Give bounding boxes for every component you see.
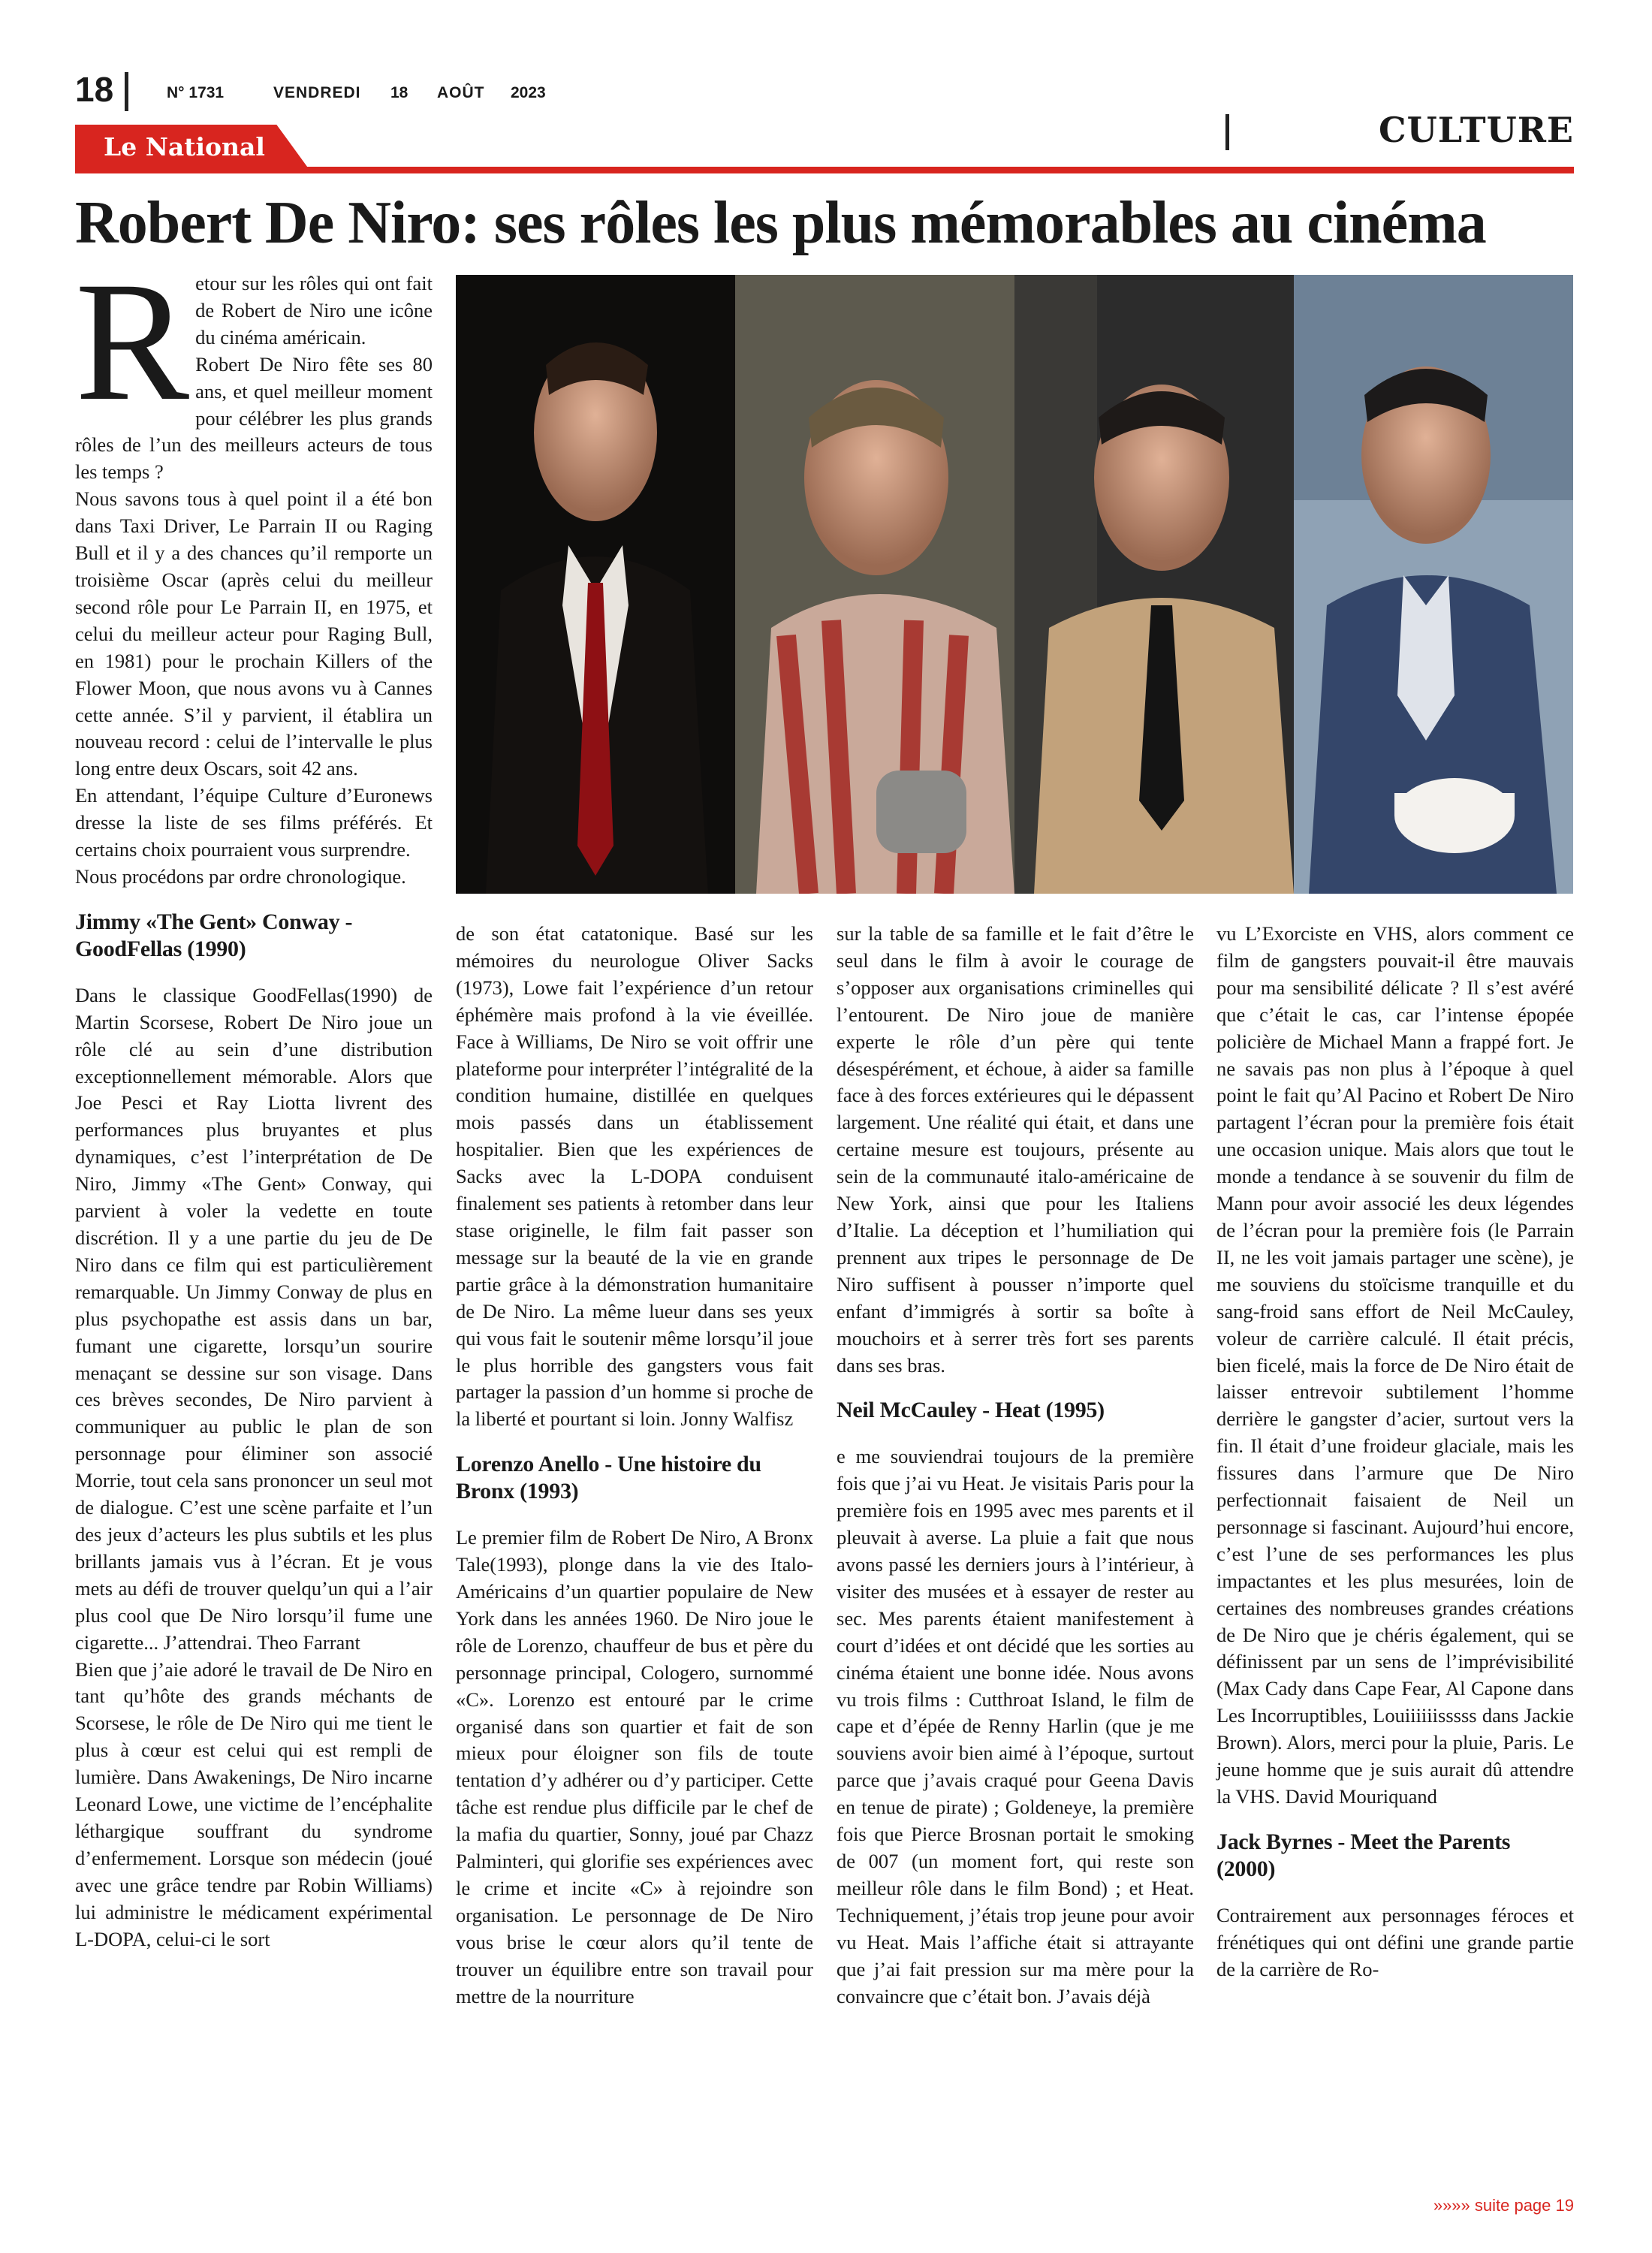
article-column-1	[75, 247, 433, 1953]
paragraph: sur la table de sa famille et le fait d’être le seul dans le film à avoir le courage de s’opposer aux organisations criminelles qui l’entourent. De Niro joue de manière experte le rôle d’un père qui tente désespérément, et échoue, à aider sa famille face à des forces extérieures qui le dépassent largement. Une réalité qui était, et dans une certaine mesure est toujours, présente au sein de la communauté italo-américaine de New York, ainsi que pour les Italiens d’Italie. La déception et l’humiliation qui prennent aux tripes le personnage de De Niro suffisent à pousser n’importe quel enfant d’immigrés à sortir sa boîte à mouchoirs et à serrer très fort ses parents dans ses bras.	[837, 922, 1194, 1377]
issue-year: 2023	[511, 84, 546, 101]
article-column-2	[456, 921, 813, 2010]
issue-day: VENDREDI	[273, 84, 361, 101]
section-divider	[1225, 114, 1229, 150]
paragraph: Nous savons tous à quel point il a été bon dans Taxi Driver, Le Parrain II ou Raging Bull et il y a des chances qu’il remporte un troisième Oscar (après celui du meilleur second rôle pour Le Parrain II, en 1975, et celui du meilleur acteur pour Raging Bull, en 1981) pour le prochain Killers of the Flower Moon, que nous avons vu à Cannes cette année. S’il y parvient, il établira un nouveau record : celui de l’intervalle le plus long entre deux Oscars, soit 42 ans.	[75, 487, 433, 780]
page-number: 18	[75, 70, 114, 109]
paragraph: Nous procédons par ordre chronologique.	[75, 864, 406, 888]
issue-month: AOÛT	[437, 84, 485, 101]
photo-panel-4	[1294, 275, 1573, 894]
article-column-3	[837, 921, 1194, 2010]
paragraph: Contrairement aux personnages féroces et frénétiques qui ont défini une grande partie de la carrière de Ro-	[1216, 1903, 1574, 1980]
paragraph: Le premier film de Robert De Niro, A Bronx Tale(1993), plonge dans la vie des Italo-Américains d’un quartier populaire de New York dans les années 1960. De Niro joue le rôle de Lorenzo, chauffeur de bus et père du personnage principal, Cologero, surnommé «C». Lorenzo est entouré par le crime organisé dans son quartier et fait de son mieux pour éloigner son fils de toute tentation d’y adhérer ou d’y participer. Cette tâche est rendue plus difficile par le chef de la mafia du quartier, Sonny, joué par Chazz Palminteri, qui glorifie ses expériences avec le crime et incite «C» à rejoindre son organisation. Le personnage de De Niro vous brise le cœur alors qu’il tente de trouver un équilibre entre son travail pour mettre de la nourriture	[456, 1526, 813, 2007]
subheading-goodfellas: Jimmy «The Gent» Conway - GoodFellas (1990)	[75, 909, 353, 961]
continued-link[interactable]: »»»» suite page 19	[1433, 2196, 1574, 2215]
drop-cap: R	[75, 247, 190, 436]
photo-montage	[456, 275, 1573, 894]
paragraph: de son état catatonique. Basé sur les mémoires du neurologue Oliver Sacks (1973), Lowe fait l’expérience d’un retour éphémère mais profond à la vie éveillée. Face à Williams, De Niro se voit offrir une plateforme pour interpréter l’intégralité de la condition humaine, distillée en quelques mois passés dans un établissement hospitalier. Bien que les expériences de Sacks avec la L-DOPA conduisent finalement ses patients à retomber dans leur stase originelle, le film fait passer son message sur la beauté de la vie en grande partie grâce à la démonstration humanitaire de De Niro. La même lueur dans ses yeux qui vous fait le soutenir même lorsqu’il joue le plus horrible des gangsters vous fait partager la passion d’un homme si proche de la liberté et pourtant si loin. Jonny Walfisz	[456, 922, 813, 1431]
photo-panel-3	[1014, 275, 1294, 894]
subheading-meet-the-parents: Jack Byrnes - Meet the Parents (2000)	[1216, 1829, 1511, 1881]
brand-name: Le National	[104, 132, 265, 161]
paragraph: Dans le classique GoodFellas(1990) de Martin Scorsese, Robert De Niro joue un rôle clé au sein d’une distribution exceptionnellement mémorable. Alors que Joe Pesci et Ray Liotta livrent des performances plus bruyantes et plus dynamiques, c’est l’interprétation de De Niro, Jimmy «The Gent» Conway, qui parvient à voler la vedette en toute discrétion. Il y a une partie du jeu de De Niro dans ce film qui est particulièrement remarquable. Un Jimmy Conway de plus en plus psychopathe est assis dans un bar, fumant une cigarette, lorsqu’un sourire menaçant se dessine sur son visage. Dans ces brèves secondes, De Niro parvient à communiquer au public le plan de son personnage pour éliminer son associé Morrie, tout cela sans prononcer un seul mot de dialogue. C’est une scène parfaite et l’un des jeux d’acteurs les plus subtils et les plus brillants jamais vus à l’écran. Et je vous mets au défi de trouver quelqu’un qui a l’air plus cool que De Niro lorsqu’il fume une cigarette... J’attendrai. Theo Farrant	[75, 983, 433, 1654]
article-column-4	[1216, 921, 1574, 1983]
paragraph: vu L’Exorciste en VHS, alors comment ce film de gangsters pouvait-il être mauvais pour ma sensibilité délicate ? Il s’est avéré que c’était le cas, car l’intense épopée policière de Michael Mann a frappé fort. Je ne savais pas non plus à l’époque à quel point le fait qu’Al Pacino et Robert De Niro partagent l’écran pour la première fois était une occasion unique. Mais alors que tout le monde a tendance à se souvenir du film de Mann pour avoir associé les deux légendes de l’écran pour la première fois (le Parrain II, ne les voit jamais partager une scène), je me souviens du stoïcisme tranquille et du sang-froid sans effort de Neil McCauley, voleur de carrière calculé. Il était précis, bien ficelé, mais la force de De Niro était de laisser entrevoir subtilement l’homme derrière le gangster d’acier, surtout vers la fin. Il était d’une froideur glaciale, mais les fissures dans l’armure que De Niro perfectionnait faisaient de Neil un personnage si fascinant. Aujourd’hui encore, c’est l’une de ses performances les plus impactantes et les plus mesurées, loin de certaines des nombreuses grandes créations de De Niro que je chéris également, qui se définissent par un sens de l’imprévisibilité (Max Cady dans Cape Fear, Al Capone dans Les Incorruptibles, Louiiiiiisssss dans Jackie Brown). Alors, merci pour la pluie, Paris. Le jeune homme que je suis aurait dû attendre la VHS. David Mouriquand	[1216, 922, 1574, 1808]
paragraph: Bien que j’aie adoré le travail de De Niro en tant qu’hôte des grands méchants de Scorsese, le rôle de De Niro qui me tient le plus à cœur est celui qui est rempli de lumière. Dans Awakenings, De Niro incarne Leonard Lowe, une victime de l’encéphalite léthargique souffrant du syndrome d’enfermement. Lorsque son médecin (joué avec une grâce tendre par Robin Williams) lui administre le médicament expérimental L-DOPA, celui-ci le sort	[75, 1657, 433, 1950]
subheading-bronx-tale: Lorenzo Anello - Une histoire du Bronx (1993)	[456, 1452, 761, 1504]
photo-panel-2	[735, 275, 1014, 894]
header-divider	[125, 72, 128, 111]
section-title: CULTURE	[1379, 110, 1574, 150]
paragraph: En attendant, l’équipe Culture d’Euronews dresse la liste de ses films préférés. Et certains choix pourraient vous surprendre.	[75, 784, 433, 861]
paragraph: etour sur les rôles qui ont fait de Robert de Niro une icône du cinéma américain.	[195, 272, 433, 348]
header-rule	[75, 167, 1574, 173]
issue-date: 18	[390, 84, 408, 101]
issue-number: N° 1731	[167, 84, 225, 101]
photo-panel-1	[456, 275, 735, 894]
paragraph: Robert De Niro fête ses 80 ans, et quel meilleur moment pour célébrer les plus grands rôles de l’un des meilleurs acteurs de tous les temps ?	[75, 352, 433, 484]
subheading-heat: Neil McCauley - Heat (1995)	[837, 1398, 1105, 1423]
article-headline: Robert De Niro: ses rôles les plus mémorables au cinéma	[75, 190, 1486, 256]
paragraph: e me souviendrai toujours de la première fois que j’ai vu Heat. Je visitais Paris pour la première fois en 1995 avec mes parents et il pleuvait à averse. La pluie a fait que nous avons passé les derniers jours à l’intérieur, à visiter des musées et à essayer de rester au sec. Mes parents étaient manifestement à court d’idées et ont décidé que les sorties au cinéma étaient une bonne idée. Nous avons vu trois films : Cutthroat Island, le film de cape et d’épée de Renny Harlin (que je me souviens avoir bien aimé à l’époque, surtout parce que j’avais craqué pour Geena Davis en tenue de pirate) ; Goldeneye, la première fois que Pierce Brosnan portait le smoking de 007 (un moment fort, qui reste son meilleur rôle dans le film Bond) ; et Heat. Techniquement, j’étais trop jeune pour avoir vu Heat. Mais l’affiche était si attrayante que j’ai fait pression sur ma mère pour la convaincre que c’était bon. J’avais déjà	[837, 1445, 1194, 2007]
